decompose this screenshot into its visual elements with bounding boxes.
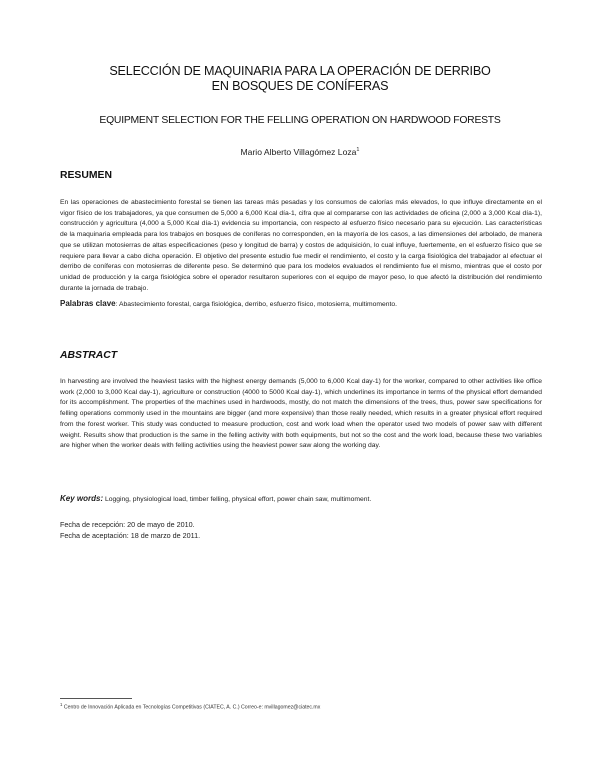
footnote xyxy=(60,701,320,712)
key-words xyxy=(60,494,542,505)
abstract-heading: ABSTRACT xyxy=(60,350,118,361)
author-footnote-mark: 1 xyxy=(356,147,360,153)
key-words-text: Logging, physiological load, timber felling, physical effort, power chain saw, multimoment. xyxy=(103,496,372,503)
footnote-divider xyxy=(60,698,132,699)
fecha-recepcion: Fecha de recepción: 20 de mayo de 2010. xyxy=(60,520,195,529)
abstract-paragraph: In harvesting are involved the heaviest tasks with the highest energy demands (5,000 to 6,000 Kcal day-1) for the worker, compared to other activities like office work (2,000 to 3,000 Kcal day-1), agriculture or construction (4000 to 5000 Kcal day-1), which underlines its importance in terms of the physical effort demanded for its accomplishment. The properties of the machines used in hardwoods, mostly, do not match the dimensions of the trees, thus, power saw specifications for felling operations commonly used in the mountains are bigger (and more expensive) than those really needed, which results in a greater physical effort required from the forest worker. This study was conducted to measure production, cost and work load when the operator used two models of power saw with different weight. Results show that production is the same in the felling activity with both equipments, but not so the cost and the work load, because these two variables are higher when the worker deals with felling activities using the heaviest power saw along the working day. xyxy=(60,378,542,450)
title-english: EQUIPMENT SELECTION FOR THE FELLING OPERATION ON HARDWOOD FORESTS xyxy=(99,115,501,126)
dates-block xyxy=(60,519,200,541)
title-spanish-line-1: SELECCIÓN DE MAQUINARIA PARA LA OPERACIÓN DE DERRIBO xyxy=(109,64,491,78)
author-line xyxy=(0,145,600,158)
palabras-clave-text: : Abastecimiento forestal, carga fisiológica, derribo, esfuerzo físico, motosierra, multimomento. xyxy=(115,301,397,308)
palabras-clave xyxy=(60,299,542,310)
footnote-mark: 1 xyxy=(60,702,63,707)
palabras-clave-label: Palabras clave xyxy=(60,299,116,308)
resumen-heading: RESUMEN xyxy=(60,170,112,181)
key-words-label: Key words: xyxy=(60,494,104,503)
fecha-aceptacion: Fecha de aceptación: 18 de marzo de 2011. xyxy=(60,531,201,540)
title-spanish xyxy=(60,64,540,94)
footnote-text: Centro de Innovación Aplicada en Tecnologías Competitivas (CIATEC, A. C.) Correo-e: mvillagomez@ciatec.mx xyxy=(62,704,321,711)
resumen-paragraph: En las operaciones de abastecimiento forestal se tienen las tareas más pesadas y los consumos de calorías más elevados, lo que influye directamente en el vigor físico de los trabajadores, ya que consumen de 5,000 a 6,000 Kcal día-1, cifra que al compararse con las actividades de oficina (2,000 a 3,000 Kcal día-1), construcción y agricultura (4,000 a 5,000 Kcal día-1) evidencia su importancia, con respecto al esfuerzo físico necesario para su ejecución. Las características de la maquinaria empleada para los trabajos en bosques de coníferas no corresponden, en la mayoría de los casos, a las dimensiones del arbolado, de manera que se utilizan motosierras de altas especificaciones (peso y longitud de barra) y costos de adquisición, lo cual influye, fuertemente, en el esfuerzo físico que se requiere para llevar a cabo dicha operación. El objetivo del presente estudio fue medir el rendimiento, el costo y la carga fisiológica del trabajador al efectuar el derribo de coníferas con motosierras de diferente peso. Se determinó que para los modelos evaluados el rendimiento fue el mismo, mientras que el costo por unidad de producción y la carga fisiológica sobre el operador resultaron superiores con el equipo de mayor peso, lo que afectó la distribución del rendimiento durante la jornada de trabajo. xyxy=(60,199,542,292)
title-spanish-line-2: EN BOSQUES DE CONÍFERAS xyxy=(211,79,389,93)
author-name: Mario Alberto Villagómez Loza xyxy=(240,146,357,157)
